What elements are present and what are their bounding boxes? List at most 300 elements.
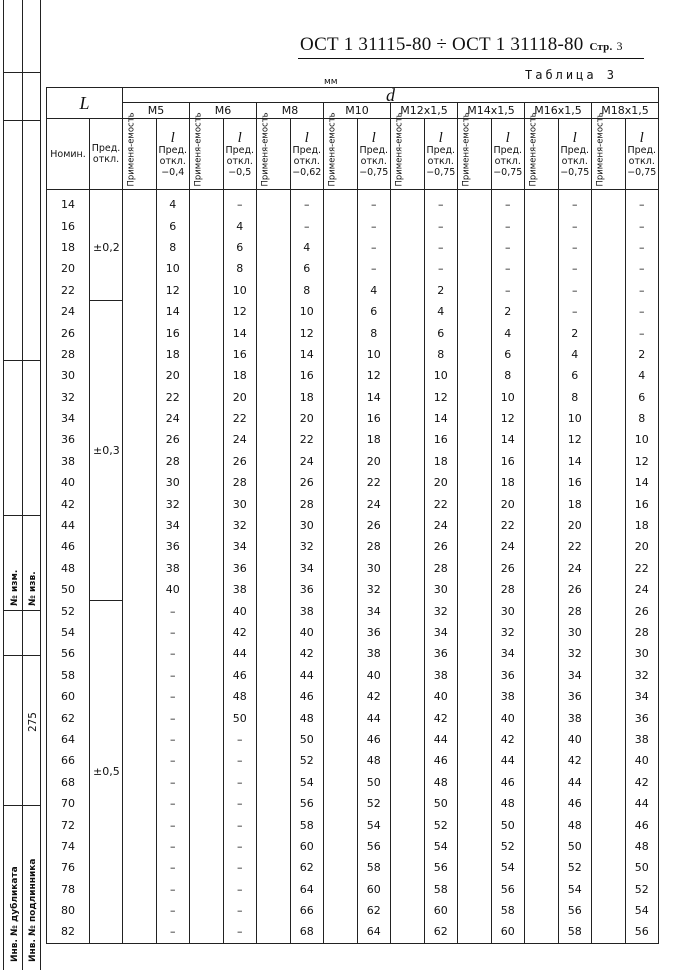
cell-applicability: [324, 707, 358, 728]
cell-applicability: [391, 600, 425, 621]
cell-thread-length: 30: [558, 622, 592, 643]
cell-thread-length: 38: [558, 707, 592, 728]
cell-applicability: [592, 814, 626, 835]
cell-thread-length: 10: [424, 365, 458, 386]
cell-length-nominal: 74: [47, 836, 90, 857]
cell-thread-length: 42: [491, 729, 525, 750]
cell-thread-length: –: [156, 772, 190, 793]
cell-applicability: [123, 451, 157, 472]
cell-thread-length: 40: [558, 729, 592, 750]
cell-applicability: [592, 772, 626, 793]
table-row: [47, 536, 659, 557]
strip-divider: [3, 72, 41, 73]
cell-applicability: [324, 493, 358, 514]
cell-thread-length: 28: [290, 493, 324, 514]
cell-thread-length: 50: [290, 729, 324, 750]
cell-applicability: [525, 772, 559, 793]
cell-thread-length: 26: [223, 451, 257, 472]
stamp-number: 275: [26, 712, 39, 732]
header-size: M8: [257, 103, 324, 119]
cell-thread-length: –: [491, 237, 525, 258]
cell-applicability: [391, 579, 425, 600]
cell-thread-length: 20: [357, 451, 391, 472]
cell-applicability: [257, 643, 291, 664]
cell-applicability: [257, 190, 291, 216]
cell-applicability: [123, 600, 157, 621]
cell-thread-length: 8: [491, 365, 525, 386]
cell-applicability: [391, 622, 425, 643]
table-row: [47, 579, 659, 600]
cell-thread-length: 60: [357, 879, 391, 900]
cell-applicability: [123, 536, 157, 557]
cell-applicability: [458, 729, 492, 750]
cell-length-nominal: 28: [47, 344, 90, 365]
strip-divider: [3, 515, 41, 516]
cell-thread-length: –: [625, 215, 659, 236]
cell-thread-length: 58: [558, 921, 592, 943]
table-row: [47, 301, 659, 322]
cell-thread-length: 54: [491, 857, 525, 878]
cell-thread-length: –: [625, 322, 659, 343]
cell-thread-length: 64: [357, 921, 391, 943]
cell-thread-length: 14: [424, 408, 458, 429]
cell-thread-length: 8: [156, 237, 190, 258]
cell-applicability: [324, 472, 358, 493]
cell-thread-length: 22: [625, 558, 659, 579]
cell-thread-length: 4: [290, 237, 324, 258]
cell-thread-length: 16: [625, 493, 659, 514]
cell-applicability: [324, 536, 358, 557]
cell-applicability: [391, 237, 425, 258]
cell-applicability: [257, 836, 291, 857]
header-tolerance-value: −0,4: [161, 166, 185, 178]
cell-thread-length: –: [491, 258, 525, 279]
cell-applicability: [391, 190, 425, 216]
cell-length-nominal: 38: [47, 451, 90, 472]
table-row: [47, 344, 659, 365]
cell-applicability: [458, 215, 492, 236]
header-L: L: [47, 88, 123, 119]
header-thread-length: [357, 119, 391, 190]
cell-length-nominal: 44: [47, 515, 90, 536]
cell-thread-length: 32: [156, 493, 190, 514]
cell-applicability: [257, 451, 291, 472]
cell-applicability: [592, 643, 626, 664]
cell-applicability: [525, 836, 559, 857]
cell-thread-length: 38: [156, 558, 190, 579]
cell-thread-length: 66: [290, 900, 324, 921]
header-tolerance-value: −0,75: [560, 166, 590, 178]
cell-length-tolerance: ±0,5: [90, 600, 123, 943]
table-row: [47, 451, 659, 472]
cell-thread-length: 24: [625, 579, 659, 600]
cell-length-nominal: 56: [47, 643, 90, 664]
cell-applicability: [592, 857, 626, 878]
binding-strip: [0, 0, 44, 970]
cell-applicability: [190, 493, 224, 514]
cell-thread-length: 62: [290, 857, 324, 878]
cell-thread-length: 28: [558, 600, 592, 621]
cell-thread-length: 52: [625, 879, 659, 900]
cell-thread-length: 46: [625, 814, 659, 835]
cell-applicability: [391, 921, 425, 943]
strip-divider: [3, 610, 41, 611]
cell-applicability: [257, 579, 291, 600]
cell-thread-length: 16: [290, 365, 324, 386]
cell-thread-length: 38: [424, 665, 458, 686]
cell-applicability: [190, 408, 224, 429]
header-size: M5: [123, 103, 190, 119]
cell-thread-length: 12: [357, 365, 391, 386]
cell-applicability: [391, 558, 425, 579]
cell-length-nominal: 30: [47, 365, 90, 386]
cell-length-nominal: 14: [47, 190, 90, 216]
cell-applicability: [458, 472, 492, 493]
cell-applicability: [123, 322, 157, 343]
cell-thread-length: –: [558, 215, 592, 236]
cell-thread-length: 52: [424, 814, 458, 835]
cell-thread-length: –: [625, 258, 659, 279]
cell-applicability: [123, 750, 157, 771]
cell-length-tolerance: ±0,2: [90, 190, 123, 301]
cell-thread-length: 46: [290, 686, 324, 707]
cell-applicability: [592, 322, 626, 343]
cell-applicability: [592, 707, 626, 728]
cell-applicability: [257, 921, 291, 943]
cell-length-nominal: 40: [47, 472, 90, 493]
strip-divider: [3, 805, 41, 806]
cell-applicability: [458, 750, 492, 771]
cell-applicability: [190, 900, 224, 921]
header-l-symbol: l: [505, 129, 510, 146]
cell-thread-length: 8: [223, 258, 257, 279]
stamp-duplicate-label: Инв. № дубликата: [10, 866, 20, 962]
cell-thread-length: 44: [290, 665, 324, 686]
cell-applicability: [391, 643, 425, 664]
header-tolerance-label: Пред. откл.: [292, 144, 322, 167]
cell-applicability: [458, 879, 492, 900]
cell-thread-length: –: [558, 190, 592, 216]
cell-applicability: [257, 793, 291, 814]
cell-thread-length: 62: [424, 921, 458, 943]
cell-thread-length: 10: [223, 280, 257, 301]
cell-thread-length: 10: [156, 258, 190, 279]
cell-applicability: [458, 686, 492, 707]
cell-applicability: [123, 622, 157, 643]
cell-length-nominal: 80: [47, 900, 90, 921]
cell-thread-length: 32: [223, 515, 257, 536]
cell-thread-length: 34: [357, 600, 391, 621]
cell-thread-length: 28: [491, 579, 525, 600]
cell-thread-length: –: [156, 729, 190, 750]
document-id: [300, 34, 623, 56]
subheader-row: [47, 119, 659, 190]
cell-applicability: [458, 429, 492, 450]
cell-applicability: [324, 322, 358, 343]
cell-applicability: [257, 322, 291, 343]
header-applicability-label: Применя-емость: [260, 111, 271, 186]
cell-applicability: [525, 750, 559, 771]
cell-applicability: [391, 793, 425, 814]
header-l-symbol: l: [237, 129, 242, 146]
cell-applicability: [525, 900, 559, 921]
cell-applicability: [458, 387, 492, 408]
cell-thread-length: 26: [357, 515, 391, 536]
cell-thread-length: 42: [424, 707, 458, 728]
cell-thread-length: 4: [558, 344, 592, 365]
cell-applicability: [525, 344, 559, 365]
cell-thread-length: 22: [491, 515, 525, 536]
cell-thread-length: 8: [290, 280, 324, 301]
cell-applicability: [458, 814, 492, 835]
cell-applicability: [190, 814, 224, 835]
cell-applicability: [123, 857, 157, 878]
cell-thread-length: 16: [357, 408, 391, 429]
cell-thread-length: 18: [625, 515, 659, 536]
table-row: [47, 814, 659, 835]
cell-applicability: [458, 665, 492, 686]
header-applicability-label: Применя-емость: [461, 111, 472, 186]
cell-applicability: [458, 579, 492, 600]
cell-thread-length: –: [156, 665, 190, 686]
cell-length-nominal: 42: [47, 493, 90, 514]
cell-thread-length: 6: [156, 215, 190, 236]
table-row: [47, 622, 659, 643]
cell-thread-length: 22: [558, 536, 592, 557]
cell-thread-length: 6: [491, 344, 525, 365]
cell-applicability: [525, 600, 559, 621]
cell-thread-length: –: [223, 836, 257, 857]
cell-thread-length: 14: [491, 429, 525, 450]
cell-applicability: [592, 237, 626, 258]
cell-applicability: [324, 280, 358, 301]
cell-thread-length: –: [357, 258, 391, 279]
cell-length-nominal: 70: [47, 793, 90, 814]
cell-applicability: [525, 879, 559, 900]
cell-applicability: [123, 408, 157, 429]
header-thread-length: [491, 119, 525, 190]
cell-thread-length: 54: [424, 836, 458, 857]
cell-applicability: [525, 237, 559, 258]
cell-applicability: [257, 707, 291, 728]
cell-thread-length: –: [357, 215, 391, 236]
cell-thread-length: 28: [625, 622, 659, 643]
table-row: [47, 515, 659, 536]
cell-applicability: [592, 365, 626, 386]
cell-applicability: [190, 190, 224, 216]
cell-thread-length: 62: [357, 900, 391, 921]
cell-thread-length: 48: [558, 814, 592, 835]
cell-applicability: [190, 387, 224, 408]
cell-thread-length: 12: [558, 429, 592, 450]
cell-applicability: [525, 558, 559, 579]
cell-applicability: [190, 429, 224, 450]
cell-thread-length: 56: [558, 900, 592, 921]
table-row: [47, 793, 659, 814]
cell-applicability: [592, 387, 626, 408]
cell-applicability: [257, 258, 291, 279]
cell-thread-length: 38: [357, 643, 391, 664]
cell-thread-length: 20: [223, 387, 257, 408]
cell-applicability: [458, 451, 492, 472]
cell-length-nominal: 16: [47, 215, 90, 236]
header-l-symbol: l: [304, 129, 309, 146]
cell-applicability: [458, 558, 492, 579]
cell-thread-length: 12: [625, 451, 659, 472]
cell-applicability: [592, 686, 626, 707]
cell-applicability: [190, 472, 224, 493]
table-row: [47, 472, 659, 493]
cell-thread-length: 30: [424, 579, 458, 600]
header-applicability-label: Применя-емость: [595, 111, 606, 186]
cell-thread-length: 24: [357, 493, 391, 514]
cell-applicability: [525, 493, 559, 514]
table-row: [47, 365, 659, 386]
header-tolerance-label: Пред. откл.: [225, 144, 255, 167]
header-l-symbol: l: [371, 129, 376, 146]
cell-applicability: [190, 215, 224, 236]
cell-thread-length: 44: [357, 707, 391, 728]
cell-applicability: [391, 536, 425, 557]
cell-applicability: [190, 301, 224, 322]
cell-thread-length: 34: [424, 622, 458, 643]
cell-thread-length: 42: [357, 686, 391, 707]
cell-thread-length: 18: [290, 387, 324, 408]
cell-thread-length: 34: [491, 643, 525, 664]
cell-applicability: [257, 429, 291, 450]
cell-thread-length: 22: [424, 493, 458, 514]
cell-applicability: [525, 857, 559, 878]
cell-applicability: [190, 237, 224, 258]
cell-thread-length: 20: [625, 536, 659, 557]
cell-applicability: [190, 750, 224, 771]
cell-applicability: [525, 451, 559, 472]
cell-applicability: [190, 622, 224, 643]
cell-thread-length: 12: [156, 280, 190, 301]
cell-thread-length: 58: [491, 900, 525, 921]
cell-applicability: [324, 921, 358, 943]
cell-applicability: [190, 579, 224, 600]
strip-divider: [3, 655, 41, 656]
cell-applicability: [324, 665, 358, 686]
cell-thread-length: 22: [156, 387, 190, 408]
header-size: M6: [190, 103, 257, 119]
cell-applicability: [190, 793, 224, 814]
cell-applicability: [257, 600, 291, 621]
cell-applicability: [257, 857, 291, 878]
cell-applicability: [458, 515, 492, 536]
cell-applicability: [391, 344, 425, 365]
cell-thread-length: –: [558, 237, 592, 258]
cell-applicability: [324, 900, 358, 921]
cell-applicability: [324, 365, 358, 386]
cell-applicability: [123, 190, 157, 216]
cell-thread-length: –: [558, 280, 592, 301]
cell-thread-length: 46: [558, 793, 592, 814]
cell-applicability: [525, 515, 559, 536]
table-row: [47, 729, 659, 750]
cell-applicability: [525, 301, 559, 322]
cell-applicability: [123, 921, 157, 943]
cell-thread-length: 24: [424, 515, 458, 536]
header-l-symbol: l: [170, 129, 175, 146]
cell-applicability: [458, 793, 492, 814]
cell-applicability: [257, 665, 291, 686]
cell-thread-length: –: [491, 280, 525, 301]
cell-thread-length: –: [156, 600, 190, 621]
cell-applicability: [592, 579, 626, 600]
table-label: Таблица 3: [525, 68, 618, 82]
cell-applicability: [458, 280, 492, 301]
header-applicability-label: Применя-емость: [193, 111, 204, 186]
cell-thread-length: –: [156, 879, 190, 900]
cell-applicability: [257, 493, 291, 514]
cell-applicability: [257, 622, 291, 643]
cell-thread-length: 60: [290, 836, 324, 857]
table-row: [47, 857, 659, 878]
unit-label: мм: [324, 77, 338, 87]
cell-applicability: [190, 707, 224, 728]
cell-thread-length: 12: [223, 301, 257, 322]
table-row: [47, 429, 659, 450]
cell-applicability: [324, 344, 358, 365]
cell-applicability: [123, 900, 157, 921]
cell-thread-length: –: [223, 879, 257, 900]
cell-applicability: [123, 429, 157, 450]
cell-applicability: [525, 536, 559, 557]
cell-applicability: [525, 429, 559, 450]
cell-thread-length: 28: [223, 472, 257, 493]
table-row: [47, 879, 659, 900]
cell-thread-length: –: [625, 190, 659, 216]
cell-thread-length: 30: [223, 493, 257, 514]
cell-applicability: [123, 558, 157, 579]
cell-applicability: [190, 921, 224, 943]
cell-thread-length: 54: [290, 772, 324, 793]
cell-applicability: [190, 536, 224, 557]
cell-applicability: [391, 879, 425, 900]
header-thread-length: [156, 119, 190, 190]
cell-thread-length: 58: [424, 879, 458, 900]
cell-thread-length: 4: [223, 215, 257, 236]
cell-thread-length: –: [156, 643, 190, 664]
header-applicability: [525, 111, 559, 190]
cell-applicability: [257, 900, 291, 921]
cell-thread-length: 14: [223, 322, 257, 343]
cell-thread-length: 42: [625, 772, 659, 793]
cell-applicability: [391, 900, 425, 921]
cell-applicability: [123, 258, 157, 279]
cell-applicability: [324, 237, 358, 258]
cell-applicability: [324, 793, 358, 814]
cell-thread-length: 44: [558, 772, 592, 793]
cell-thread-length: 56: [290, 793, 324, 814]
cell-applicability: [458, 365, 492, 386]
cell-applicability: [458, 643, 492, 664]
header-thread-length: [223, 119, 257, 190]
cell-applicability: [525, 921, 559, 943]
cell-thread-length: 6: [424, 322, 458, 343]
stamp-original-label: Инв. № подлинника: [28, 858, 38, 962]
cell-thread-length: 44: [491, 750, 525, 771]
cell-thread-length: 6: [357, 301, 391, 322]
cell-thread-length: 4: [424, 301, 458, 322]
cell-thread-length: 40: [156, 579, 190, 600]
cell-thread-length: 14: [357, 387, 391, 408]
cell-applicability: [391, 772, 425, 793]
header-applicability: [257, 111, 291, 190]
cell-applicability: [324, 558, 358, 579]
